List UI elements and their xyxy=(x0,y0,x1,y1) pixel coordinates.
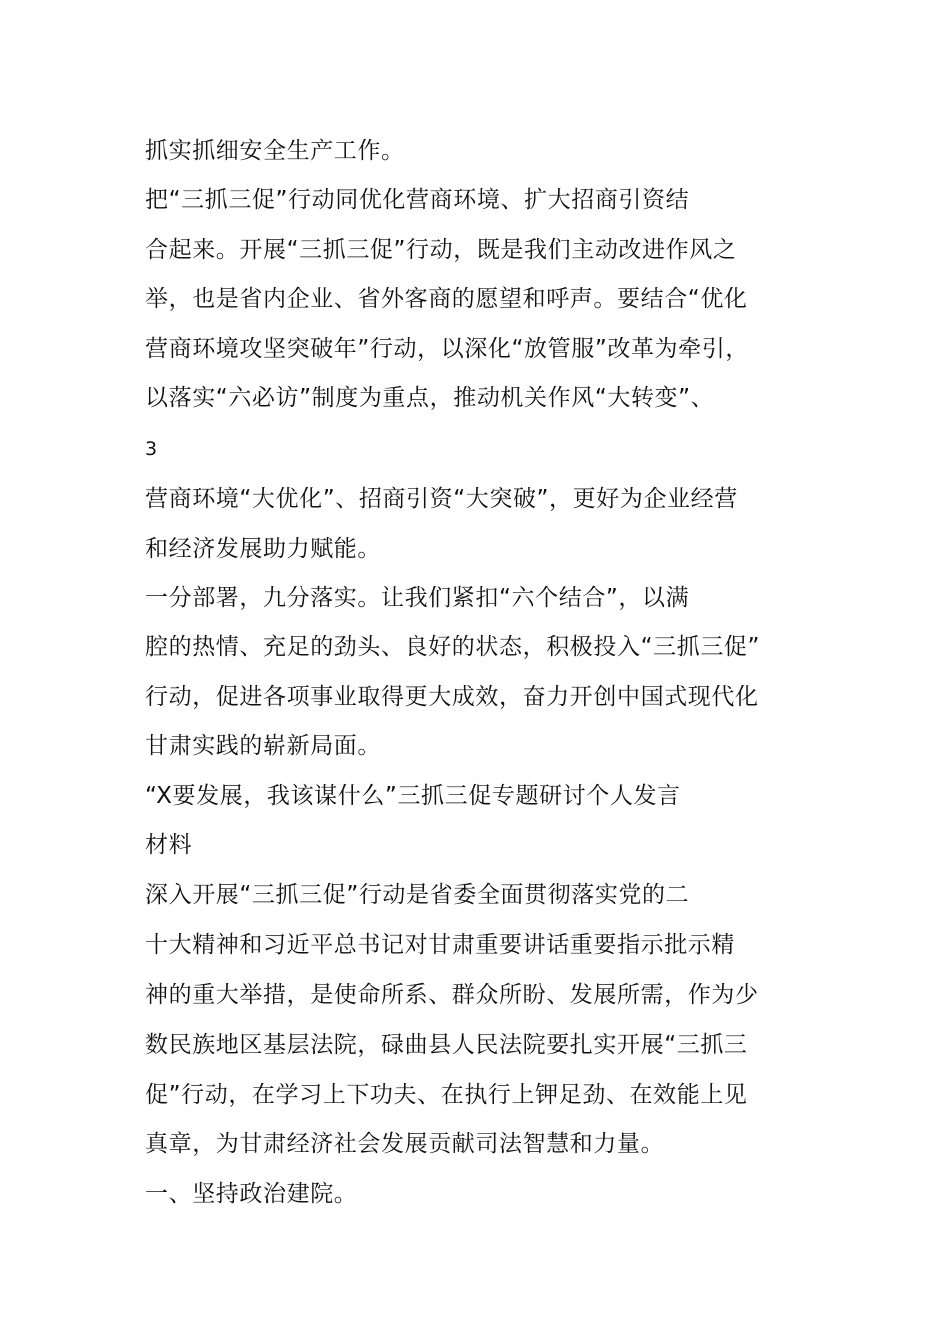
text-line: 真章，为甘肃经济社会发展贡献司法智慧和力量。 xyxy=(145,1131,665,1157)
page-number: 3 xyxy=(145,438,158,460)
text-line: 营商环境攻坚突破年”行动，以深化“放管服”改革为牵引， xyxy=(145,336,749,362)
text-line: 营商环境“大优化”、招商引资“大突破”，更好为企业经营 xyxy=(145,486,738,512)
text-line: 促”行动，在学习上下功夫、在执行上钾足劲、在效能上见 xyxy=(145,1082,748,1108)
text-line: 数民族地区基层法院，碌曲县人民法院要扎实开展“三抓三 xyxy=(145,1032,748,1058)
text-line: 把“三抓三促”行动同优化营商环境、扩大招商引资结 xyxy=(145,187,690,213)
heading: 一、坚持政治建院。 xyxy=(145,1181,358,1207)
section-title: “X要发展，我该谋什么”三抓三促专题研讨个人发言 xyxy=(145,783,681,809)
text-line: 以落实“六必访”制度为重点，推动机关作风“大转变”、 xyxy=(145,385,715,411)
text-line: 合起来。开展“三抓三促”行动，既是我们主动改进作风之 xyxy=(145,237,737,263)
text-line: 行动，促进各项事业取得更大成效，奋力开创中国式现代化 xyxy=(145,684,759,710)
text-line: 深入开展“三抓三促”行动是省委全面贯彻落实党的二 xyxy=(145,882,690,908)
text-line: 腔的热情、充足的劲头、良好的状态，积极投入“三抓三促” xyxy=(145,634,761,660)
text-line: 十大精神和习近平总书记对甘肃重要讲话重要指示批示精 xyxy=(145,932,735,958)
text-line: 和经济发展助力赋能。 xyxy=(145,536,381,562)
section-title: 材料 xyxy=(145,832,193,858)
text-line: 抓实抓细安全生产工作。 xyxy=(145,138,405,164)
text-line: 举，也是省内企业、省外客商的愿望和呼声。要结合“优化 xyxy=(145,286,748,312)
text-line: 神的重大举措，是使命所系、群众所盼、发展所需，作为少 xyxy=(145,982,759,1008)
text-line: 一分部署，九分落实。让我们紧扣“六个结合”，以满 xyxy=(145,585,690,611)
text-line: 甘肃实践的崭新局面。 xyxy=(145,733,381,759)
